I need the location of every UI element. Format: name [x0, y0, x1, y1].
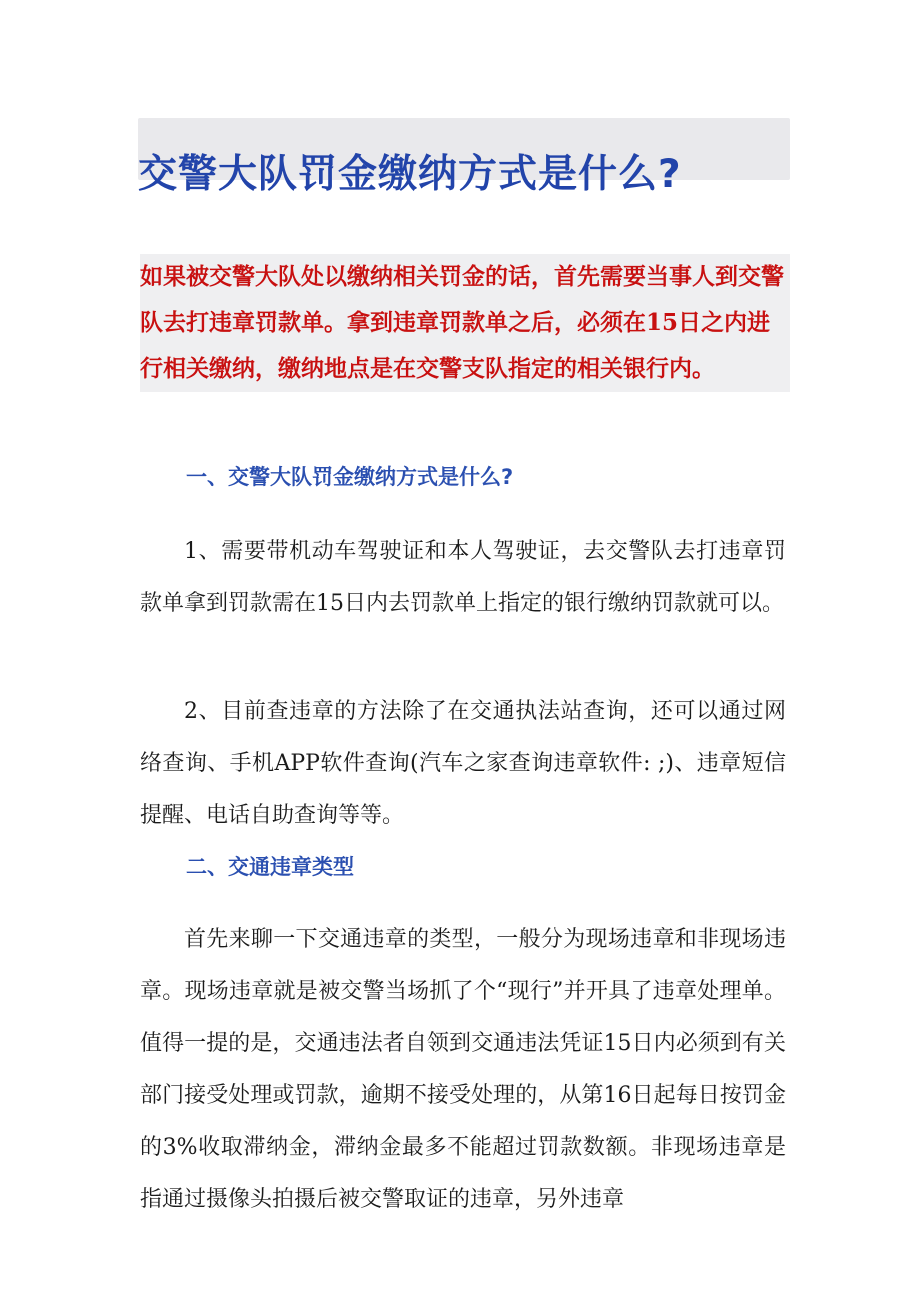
- section1-item-1: 1、需要带机动车驾驶证和本人驾驶证，去交警队去打违章罚款单拿到罚款需在15日内去罚款单上指定的银行缴纳罚款就可以。: [140, 539, 786, 616]
- intro-paragraph: [140, 254, 790, 392]
- intro-line: 行相关缴纳，缴纳地点是在交警支队指定的相关银行内。: [140, 346, 790, 392]
- intro-line: 队去打违章罚款单。拿到违章罚款单之后，必须在15日之内进: [140, 300, 790, 346]
- section-heading-2: 二、交通违章类型: [186, 855, 354, 879]
- section2-paragraph: 首先来聊一下交通违章的类型，一般分为现场违章和非现场违章。现场违章就是被交警当场抓了个“现行”并开具了违章处理单。值得一提的是，交通违法者自领到交通违法凭证15日内必须到有关部门接受处理或罚款，逾期不接受处理的，从第16日起每日按罚金的3%收取滞纳金，滞纳金最多不能超过罚款数额。非现场违章是指通过摄像头拍摄后被交警取证的违章，另外违章: [140, 927, 786, 1212]
- section-heading-1: 一、交警大队罚金缴纳方式是什么?: [186, 465, 514, 489]
- page-title: 交警大队罚金缴纳方式是什么?: [138, 152, 682, 198]
- title-banner: [138, 118, 790, 198]
- section1-item-2: 2、目前查违章的方法除了在交通执法站查询，还可以通过网络查询、手机APP软件查询(汽车之家查询违章软件: ;)、违章短信提醒、电话自助查询等等。: [140, 699, 786, 828]
- intro-line: 如果被交警大队处以缴纳相关罚金的话，首先需要当事人到交警: [140, 254, 790, 300]
